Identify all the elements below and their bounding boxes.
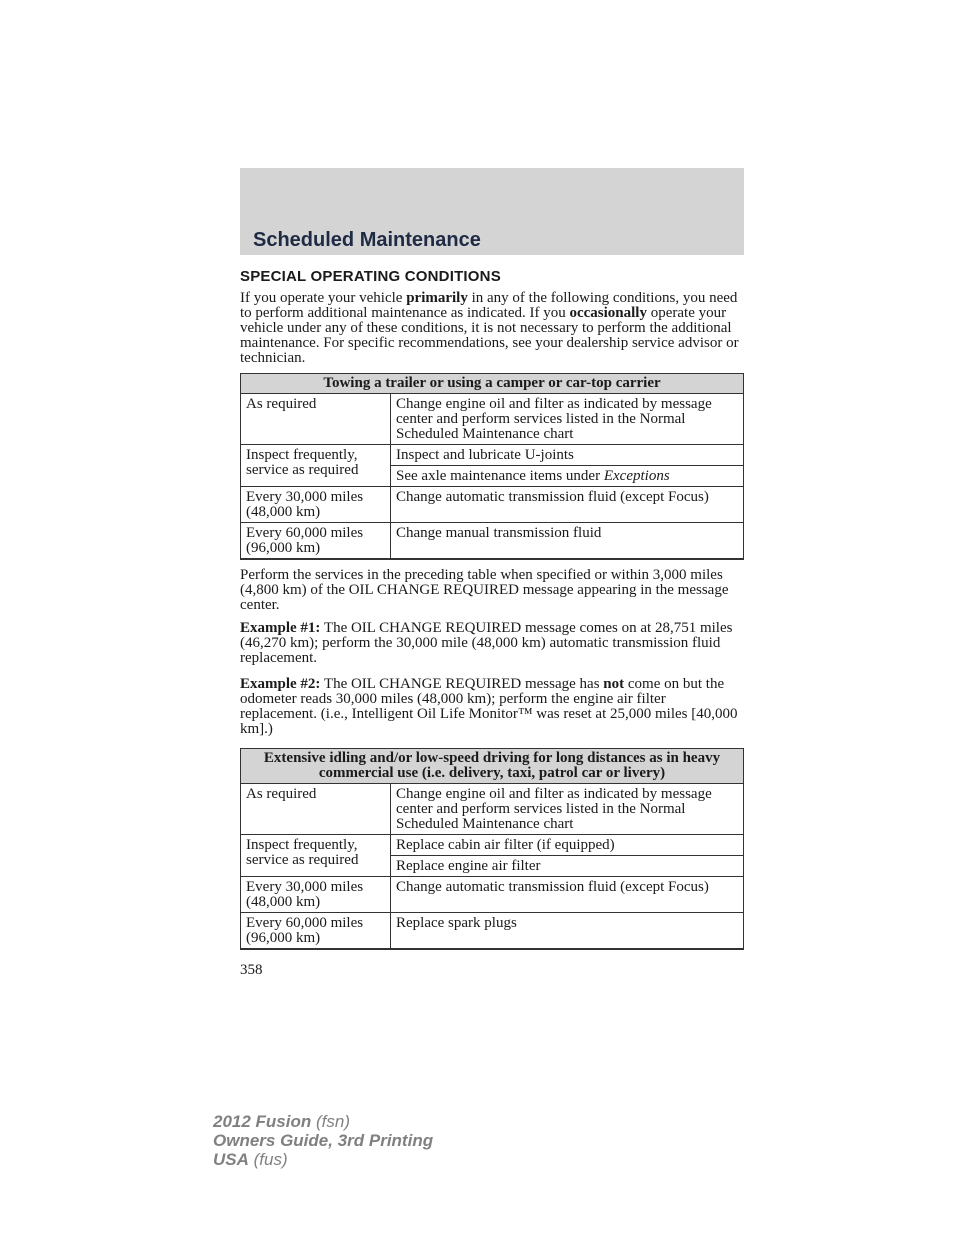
example-text-2: come on but the odometer reads 30,000 miles (48,000 km); perform the engine air filter replacement. (i.e., Intelligent Oil Life Monitor™ was reset at 25,000 miles [40,000 km].) — [240, 676, 738, 737]
interval-cell: Inspect frequently, service as required — [241, 445, 391, 487]
example-text: The OIL CHANGE REQUIRED message comes on at 28,751 miles (46,270 km); perform the 30,000 mile (48,000 km) automatic transmission fluid replacement. — [240, 620, 733, 666]
intro-text-2: in any of the following conditions, you need to perform additional maintenance as indicated. If you — [240, 290, 738, 321]
section-title: Scheduled Maintenance — [253, 229, 481, 251]
action-cell: Change automatic transmission fluid (except Focus) — [391, 877, 744, 913]
idling-maintenance-table — [240, 748, 744, 950]
action-cell: Change engine oil and filter as indicated by message center and perform services listed in the Normal Scheduled Maintenance chart — [391, 394, 744, 445]
document-footer — [213, 1112, 433, 1169]
action-cell: Replace cabin air filter (if equipped) — [391, 835, 744, 856]
action-cell: Change automatic transmission fluid (except Focus) — [391, 487, 744, 523]
footer-model: 2012 Fusion — [213, 1112, 312, 1131]
footer-line-market — [213, 1150, 433, 1169]
table-title: Towing a trailer or using a camper or car-top carrier — [241, 374, 744, 394]
example-text-1: The OIL CHANGE REQUIRED message has — [320, 676, 604, 692]
table-row — [241, 445, 744, 466]
table-row — [241, 835, 744, 856]
table-title: Extensive idling and/or low-speed driving for long distances as in heavy commercial use (i.e. delivery, taxi, patrol car or livery) — [241, 749, 744, 784]
table1-note: Perform the services in the preceding table when specified or within 3,000 miles (4,800 km) of the OIL CHANGE REQUIRED message appearing in the message center. — [240, 567, 729, 613]
intro-text-3: operate your vehicle under any of these conditions, it is not necessary to perform the additional maintenance. For specific recommendations, see your dealership service advisor or technician. — [240, 305, 739, 366]
interval-cell: Every 30,000 miles (48,000 km) — [241, 877, 391, 913]
interval-cell: Every 30,000 miles (48,000 km) — [241, 487, 391, 523]
footer-model-code: (fsn) — [311, 1112, 350, 1131]
page-number: 358 — [240, 962, 263, 978]
example-label: Example #1: — [240, 620, 321, 636]
table-row — [241, 487, 744, 523]
action-cell: Replace engine air filter — [391, 856, 744, 877]
table-row — [241, 877, 744, 913]
footer-market: USA — [213, 1150, 249, 1169]
action-emphasis: Exceptions — [603, 468, 670, 484]
intro-text-1: If you operate your vehicle — [240, 290, 407, 306]
action-cell: Change engine oil and filter as indicated by message center and perform services listed in the Normal Scheduled Maintenance chart — [391, 784, 744, 835]
interval-cell: Every 60,000 miles (96,000 km) — [241, 523, 391, 560]
towing-maintenance-table — [240, 373, 744, 560]
action-cell: Inspect and lubricate U-joints — [391, 445, 744, 466]
table-row — [241, 784, 744, 835]
table-row — [241, 523, 744, 560]
footer-market-code: (fus) — [248, 1150, 288, 1169]
action-cell: Change manual transmission fluid — [391, 523, 744, 560]
action-text: See axle maintenance items under — [396, 468, 604, 484]
subheading: SPECIAL OPERATING CONDITIONS — [240, 268, 501, 285]
action-cell — [391, 466, 744, 487]
intro-bold-primarily: primarily — [406, 290, 468, 306]
interval-cell: Every 60,000 miles (96,000 km) — [241, 913, 391, 950]
example-2 — [240, 677, 746, 737]
table-row — [241, 913, 744, 950]
intro-bold-occasionally: occasionally — [569, 305, 647, 321]
table-row — [241, 394, 744, 445]
footer-line-guide: Owners Guide, 3rd Printing — [213, 1131, 434, 1150]
example-label: Example #2: — [240, 676, 321, 692]
example-bold-not: not — [603, 676, 625, 692]
example-1 — [240, 621, 746, 666]
intro-paragraph — [240, 291, 746, 366]
interval-cell: As required — [241, 394, 391, 445]
action-cell: Replace spark plugs — [391, 913, 744, 950]
interval-cell: Inspect frequently, service as required — [241, 835, 391, 877]
interval-cell: As required — [241, 784, 391, 835]
footer-line-model — [213, 1112, 433, 1131]
